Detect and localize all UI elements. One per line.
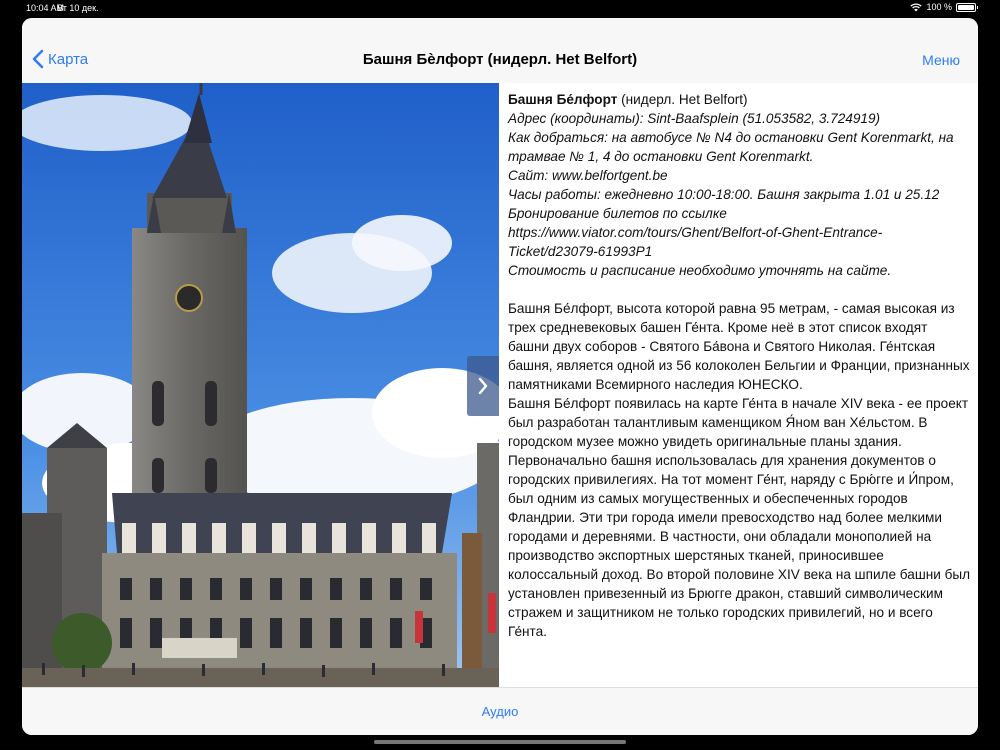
hours-line: Часы работы: ежедневно 10:00-18:00. Башня закрыта 1.01 и 25.12 <box>508 187 940 202</box>
pricing-line: Стоимость и расписание необходимо уточнять на сайте. <box>508 263 892 278</box>
battery-percent: 100 % <box>926 2 952 12</box>
site-line: Сайт: www.belfortgent.be <box>508 168 668 183</box>
bottom-toolbar <box>22 687 978 735</box>
description-panel <box>499 83 978 687</box>
booking-line: Бронирование билетов по ссылке https://www.viator.com/tours/Ghent/Belfort-of-Ghent-Entrance-Ticket/d23079-61993P1 <box>508 206 883 259</box>
page-title: Башня Бѐлфорт (нидерл. Het Belfort) <box>362 51 638 68</box>
navigation-bar <box>22 18 978 83</box>
directions-line: Как добраться: на автобусе № N4 до остановки Gent Korenmarkt, на трамвае № 1, 4 до остановки Gent Korenmarkt. <box>508 130 954 164</box>
status-bar <box>0 0 1000 18</box>
place-heading <box>508 90 972 109</box>
status-date: Вт 10 дек. <box>57 3 99 13</box>
back-label: Карта <box>48 50 89 68</box>
belfry-photo <box>22 83 499 687</box>
description-paragraph-1: Башня Бе́лфорт, высота которой равна 95 метрам, - самая высокая из трех средневековых башен Ге́нта. Кроме неё в этот список входят башни двух соборов - Святого Ба́вона и Святого Николая. Ге́нтская башня, является одной из 56 колоколен Бельгии и Франции, признанных памятниками Всемирного наследия ЮНЕСКО. <box>508 301 970 392</box>
spacer <box>508 280 972 299</box>
audio-button[interactable]: Аудио <box>481 704 519 719</box>
place-name: Башня Бе́лфорт <box>508 92 618 107</box>
menu-button[interactable]: Меню <box>922 52 960 68</box>
status-right <box>910 2 976 12</box>
description-paragraph-2: Башня Бе́лфорт появилась на карте Ге́нта в начале XIV века - ее проект был разработан талантливым каменщиком Я́ном ван Хе́льстом. В городском музее можно увидеть оригинальные планы здания. Первоначально башня использовалась для хранения документов о городских привилегиях. На тот момент Ге́нт, наряду с Брю́гге и И́пром, был одним из самых могущественных и обеспеченных городов Фландрии. Эти три города имели превосходство над более мелкими городами и деревнями. В частности, они обладали монополией на производство экспортных шерстяных тканей, приносившее колоссальный доход. Во второй половине XIV века на шпиле башни был установлен привезенный из Брюгге дракон, ставший символическим стражем и защитником не только городских привилегий, но и всего Ге́нта. <box>508 396 971 639</box>
place-name-suffix: (нидерл. Het Belfort) <box>617 92 748 107</box>
detail-sheet <box>22 18 978 735</box>
address-line: Адрес (координаты): Sint-Baafsplein (51.053582, 3.724919) <box>508 111 881 126</box>
chevron-right-icon <box>477 377 489 395</box>
wifi-icon <box>910 3 922 12</box>
home-indicator[interactable] <box>374 740 626 744</box>
battery-level <box>958 5 974 10</box>
next-photo-button[interactable] <box>467 356 499 416</box>
battery-icon <box>956 3 976 12</box>
status-time: 10:04 AM <box>26 3 65 13</box>
